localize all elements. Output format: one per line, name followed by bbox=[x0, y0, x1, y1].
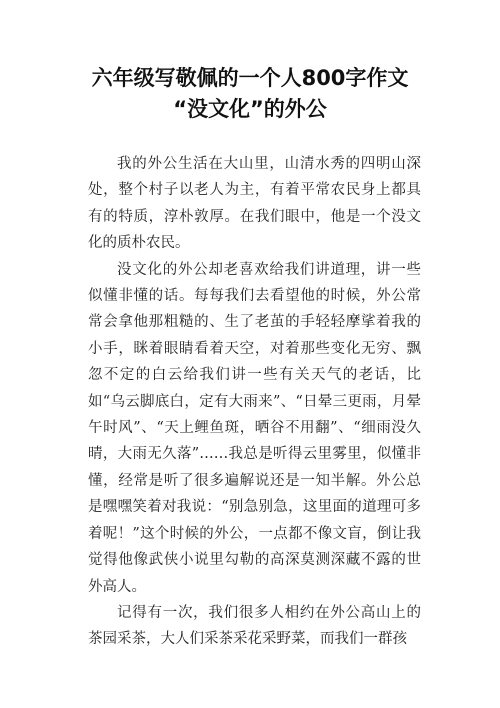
document-title-line1: 六年级写敬佩的一个人800字作文 bbox=[91, 66, 409, 90]
paragraph-1: 我的外公生活在大山里，山清水秀的四明山深处，整个村子以老人为主，有着平常农民身上都具有的特质，淳朴敦厚。在我们眼中，他是一个没文化的质朴农民。 bbox=[88, 156, 421, 252]
paragraph-2: 没文化的外公却老喜欢给我们讲道理，讲一些似懂非懂的话。每每我们去看望他的时候，外公常常会拿他那粗糙的、生了老茧的手轻轻摩挲着我的小手，眯着眼睛看着天空，对着那些变化无穷、飘忽不定的白云给我们讲一些有关天气的老话，比如“乌云脚底白，定有大雨来”、“日晕三更雨，月晕午时风”、“天上鲤鱼斑，晒谷不用翻”、“细雨没久晴，大雨无久落”……我总是听得云里雾里，似懂非懂，经常是听了很多遍解说还是一知半解。外公总是嘿嘿笑着对我说：“别急别急，这里面的道理可多着呢！”这个时候的外公，一点都不像文盲，倒让我觉得他像武侠小说里勾勒的高深莫测深藏不露的世外高人。 bbox=[88, 261, 421, 595]
document-title-line2: “没文化”的外公 bbox=[173, 97, 327, 121]
article-body bbox=[88, 151, 421, 653]
paragraph-3: 记得有一次，我们很多人相约在外公高山上的茶园采茶，大人们采茶采花采野菜，而我们一群孩 bbox=[88, 604, 421, 648]
